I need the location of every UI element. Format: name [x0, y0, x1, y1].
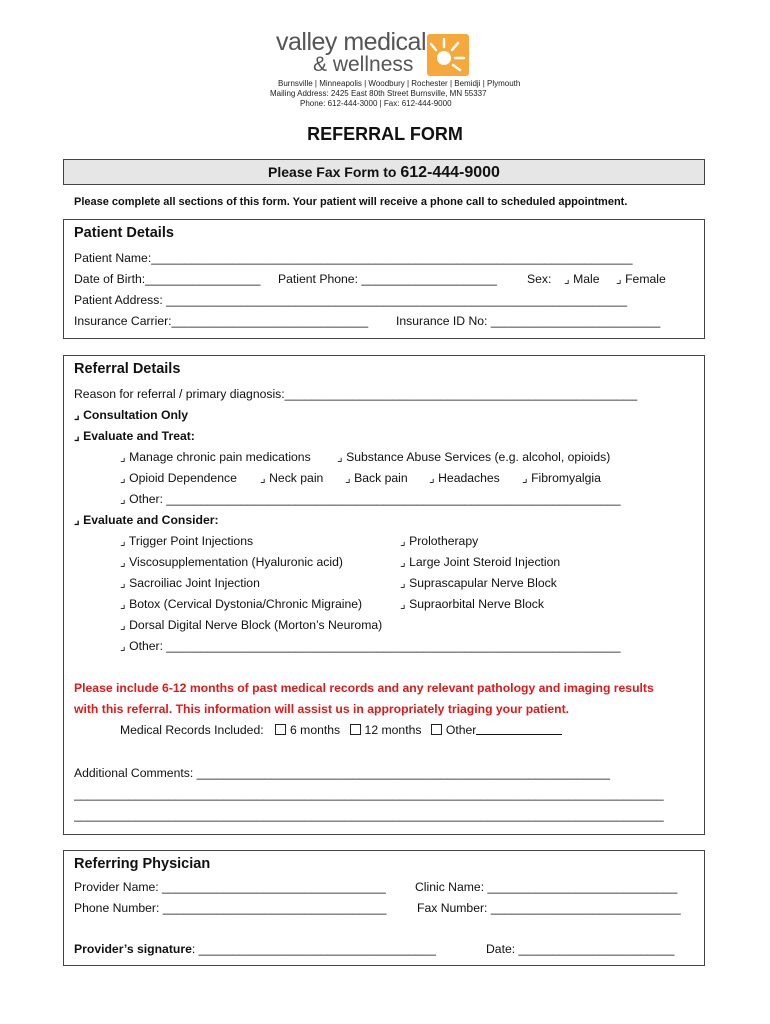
treat-option-checkbox[interactable]: ⌟ Neck pain	[260, 471, 324, 485]
checkbox-icon	[275, 724, 286, 735]
logo-address: Mailing Address: 2425 East 80th Street Burnsville, MN 55337	[270, 89, 487, 98]
sex-male-label: Male	[573, 272, 600, 286]
evaluate-treat-checkbox[interactable]: ⌟ Evaluate and Treat:	[74, 429, 195, 443]
consider-option-label: Prolotherapy	[409, 534, 479, 548]
records-6-checkbox[interactable]	[275, 723, 340, 737]
treat-other-field[interactable]: ⌟ Other: ___________________________________________________________________	[120, 492, 621, 506]
consider-option-checkbox[interactable]: ⌟ Suprascapular Nerve Block	[400, 576, 557, 590]
form-title: REFERRAL FORM	[307, 124, 463, 144]
consider-option-label: Viscosupplementation (Hyaluronic acid)	[129, 555, 343, 569]
sex-female-label: Female	[625, 272, 666, 286]
consider-option-checkbox[interactable]: ⌟ Trigger Point Injections	[120, 534, 254, 548]
patient-address-field[interactable]: Patient Address: ____________________________________________________________________	[74, 293, 628, 307]
treat-option-checkbox[interactable]: ⌟ Substance Abuse Services (e.g. alcohol, opioids)	[337, 450, 611, 464]
consultation-checkbox[interactable]: ⌟ Consultation Only	[74, 408, 189, 422]
signature-field[interactable]	[74, 942, 436, 956]
treat-option-label: Opioid Dependence	[129, 471, 237, 485]
consider-option-checkbox[interactable]: ⌟ Botox (Cervical Dystonia/Chronic Migraine)	[120, 597, 363, 611]
instruction-text: Please complete all sections of this form. Your patient will receive a phone call to scheduled appointment.	[74, 196, 628, 208]
treat-option-label: Back pain	[354, 471, 408, 485]
fax-banner-prefix: Please Fax Form to	[268, 164, 401, 180]
insurance-carrier-field[interactable]: Insurance Carrier:_____________________________	[74, 314, 369, 328]
fax-number-field[interactable]: Fax Number: ____________________________	[417, 901, 681, 915]
signature-label: Provider’s signature	[74, 942, 192, 956]
logo-line2: & wellness	[313, 53, 414, 76]
records-12-label: 12 months	[364, 723, 422, 737]
consider-option-checkbox[interactable]: ⌟ Viscosupplementation (Hyaluronic acid)	[120, 555, 343, 569]
consider-option-label: Dorsal Digital Nerve Block (Morton’s Neuroma)	[129, 618, 383, 632]
reason-field[interactable]: Reason for referral / primary diagnosis:____________________________________________________	[74, 387, 638, 401]
records-other-blank[interactable]	[476, 723, 562, 735]
consider-option-checkbox[interactable]: ⌟ Prolotherapy	[400, 534, 479, 548]
records-note-line2: with this referral. This information will assist us in appropriately triaging your patient.	[74, 702, 570, 716]
sex-label: Sex:	[527, 272, 552, 286]
treat-other-label: Other: ___________________________________________________________________	[129, 492, 621, 506]
medical-records-row	[120, 723, 562, 737]
treat-option-checkbox[interactable]: ⌟ Opioid Dependence	[120, 471, 237, 485]
treat-option-label: Neck pain	[269, 471, 324, 485]
patient-name-field[interactable]: Patient Name:_______________________________________________________________________	[74, 251, 633, 265]
insurance-id-field[interactable]: Insurance ID No: _________________________	[396, 314, 661, 328]
treat-option-label: Substance Abuse Services (e.g. alcohol, opioids)	[346, 450, 611, 464]
treat-option-checkbox[interactable]: ⌟ Headaches	[429, 471, 500, 485]
records-other-label: Other	[445, 723, 477, 737]
sex-female-checkbox[interactable]: ⌟ Female	[616, 272, 666, 286]
additional-comments-field[interactable]: Additional Comments: _____________________________________________________________	[74, 766, 611, 780]
comments-line[interactable]: _______________________________________________________________________________________	[74, 787, 664, 801]
records-note-line1: Please include 6-12 months of past medical records and any relevant pathology and imaging results	[74, 681, 654, 695]
checkbox-icon	[431, 724, 442, 735]
comments-line[interactable]: _______________________________________________________________________________________	[74, 808, 664, 822]
logo-cities: Burnsville | Minneapolis | Woodbury | Rochester | Bemidji | Plymouth	[278, 79, 521, 88]
treat-option-checkbox[interactable]: ⌟ Fibromyalgia	[522, 471, 601, 485]
referring-physician-heading: Referring Physician	[74, 856, 211, 872]
treat-option-label: Headaches	[438, 471, 500, 485]
consider-option-label: Sacroiliac Joint Injection	[129, 576, 260, 590]
evaluate-treat-label: Evaluate and Treat:	[83, 429, 195, 443]
consider-option-checkbox[interactable]: ⌟ Sacroiliac Joint Injection	[120, 576, 260, 590]
patient-phone-field[interactable]: Patient Phone: ____________________	[278, 272, 497, 286]
consider-option-label: Suprascapular Nerve Block	[409, 576, 557, 590]
signature-line: : ___________________________________	[191, 942, 436, 956]
records-label: Medical Records Included:	[120, 723, 264, 737]
records-12-checkbox[interactable]	[350, 723, 422, 737]
consider-other-label: Other: ___________________________________________________________________	[129, 639, 621, 653]
phone-number-field[interactable]: Phone Number: _________________________________	[74, 901, 387, 915]
checkbox-icon	[350, 724, 361, 735]
provider-name-field[interactable]: Provider Name: _________________________________	[74, 880, 386, 894]
consider-option-label: Large Joint Steroid Injection	[409, 555, 561, 569]
treat-option-checkbox[interactable]: ⌟ Back pain	[345, 471, 408, 485]
treat-option-label: Fibromyalgia	[531, 471, 601, 485]
consider-option-label: Supraorbital Nerve Block	[409, 597, 544, 611]
logo-phones: Phone: 612-444-3000 | Fax: 612-444-9000	[300, 99, 452, 108]
fax-banner	[63, 159, 705, 185]
consider-option-label: Botox (Cervical Dystonia/Chronic Migraine)	[129, 597, 363, 611]
records-6-label: 6 months	[290, 723, 341, 737]
evaluate-consider-label: Evaluate and Consider:	[83, 513, 219, 527]
dob-field[interactable]: Date of Birth:_________________	[74, 272, 261, 286]
patient-details-heading: Patient Details	[74, 225, 174, 241]
consider-option-checkbox[interactable]: ⌟ Dorsal Digital Nerve Block (Morton’s Neuroma)	[120, 618, 383, 632]
referral-details-heading: Referral Details	[74, 361, 181, 377]
treat-option-checkbox[interactable]: ⌟ Manage chronic pain medications	[120, 450, 311, 464]
sun-logo-icon	[427, 34, 469, 76]
evaluate-consider-checkbox[interactable]: ⌟ Evaluate and Consider:	[74, 513, 219, 527]
sex-male-checkbox[interactable]: ⌟ Male	[564, 272, 600, 286]
consider-option-checkbox[interactable]: ⌟ Large Joint Steroid Injection	[400, 555, 561, 569]
clinic-name-field[interactable]: Clinic Name: ____________________________	[415, 880, 678, 894]
consider-other-field[interactable]: ⌟ Other: ___________________________________________________________________	[120, 639, 621, 653]
records-other-checkbox[interactable]	[431, 723, 562, 737]
logo-line1: valley medical	[276, 28, 427, 56]
consider-option-checkbox[interactable]: ⌟ Supraorbital Nerve Block	[400, 597, 544, 611]
consultation-label: Consultation Only	[83, 408, 189, 422]
referral-details-section	[63, 355, 705, 835]
treat-option-label: Manage chronic pain medications	[129, 450, 311, 464]
date-field[interactable]: Date: _______________________	[486, 942, 675, 956]
consider-option-label: Trigger Point Injections	[128, 534, 254, 548]
fax-number: 612-444-9000	[400, 164, 500, 181]
